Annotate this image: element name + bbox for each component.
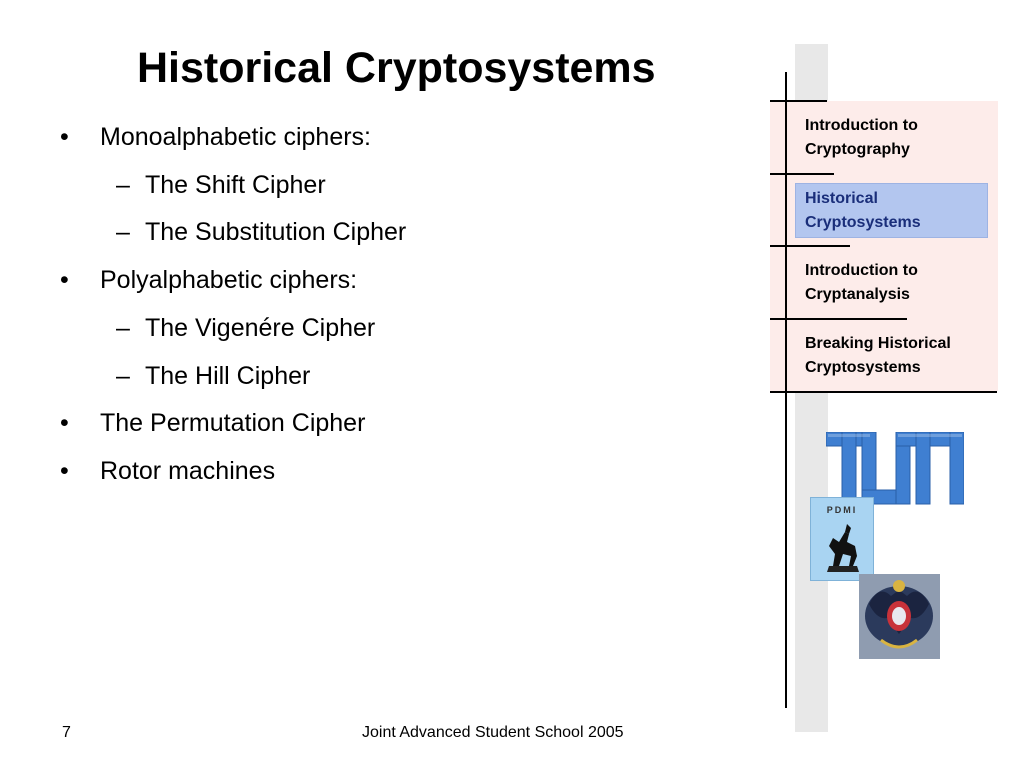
nav-item-introduction-to-cryptanalysis[interactable] bbox=[805, 259, 918, 307]
bullet-marker: • bbox=[60, 266, 69, 294]
nav-item-label-line: Cryptanalysis bbox=[805, 286, 910, 303]
footer-event: Joint Advanced Student School 2005 bbox=[362, 724, 624, 741]
nav-item-label-line: Introduction to bbox=[805, 117, 918, 134]
sub-bullet-text: The Hill Cipher bbox=[145, 362, 311, 390]
coat-of-arms-logo bbox=[859, 574, 940, 659]
sub-bullet-text: The Vigenére Cipher bbox=[145, 314, 376, 342]
nav-item-label-line: Introduction to bbox=[805, 262, 918, 279]
nav-item-breaking-historical-cryptosystems[interactable] bbox=[805, 332, 951, 380]
nav-item-label-line: Historical bbox=[805, 190, 878, 207]
nav-item-label-line: Cryptosystems bbox=[805, 359, 921, 376]
sub-bullet-text: The Substitution Cipher bbox=[145, 218, 407, 246]
pdmi-logo-text: PDMI bbox=[826, 505, 858, 515]
nav-item-introduction-to-cryptography[interactable] bbox=[805, 114, 918, 162]
bullet-text: Polyalphabetic ciphers: bbox=[100, 266, 358, 294]
nav-divider bbox=[770, 173, 834, 175]
sidebar-vertical-line bbox=[785, 72, 787, 708]
nav-divider bbox=[770, 318, 907, 320]
bullet-marker: • bbox=[60, 409, 69, 437]
pdmi-logo bbox=[810, 497, 874, 581]
nav-item-label-line: Cryptosystems bbox=[805, 214, 921, 231]
bullet-marker: • bbox=[60, 457, 69, 485]
sub-bullet-marker: – bbox=[116, 218, 130, 246]
tum-logo bbox=[826, 432, 964, 506]
double-headed-eagle-icon bbox=[859, 574, 940, 659]
sub-bullet-marker: – bbox=[116, 362, 130, 390]
bullet-text: The Permutation Cipher bbox=[100, 409, 366, 437]
nav-divider bbox=[770, 391, 997, 393]
horse-statue-icon bbox=[819, 520, 867, 576]
sub-bullet-marker: – bbox=[116, 171, 130, 199]
bullet-text: Monoalphabetic ciphers: bbox=[100, 123, 371, 151]
bullet-text: Rotor machines bbox=[100, 457, 276, 485]
nav-item-label-line: Cryptography bbox=[805, 141, 910, 158]
slide-title: Historical Cryptosystems bbox=[137, 44, 656, 92]
sub-bullet-marker: – bbox=[116, 314, 130, 342]
bullet-marker: • bbox=[60, 123, 69, 151]
nav-item-label-line: Breaking Historical bbox=[805, 335, 951, 352]
nav-divider bbox=[770, 245, 850, 247]
page-number: 7 bbox=[62, 724, 71, 741]
nav-divider bbox=[770, 100, 827, 102]
sub-bullet-text: The Shift Cipher bbox=[145, 171, 326, 199]
nav-item-historical-cryptosystems[interactable] bbox=[805, 187, 921, 235]
